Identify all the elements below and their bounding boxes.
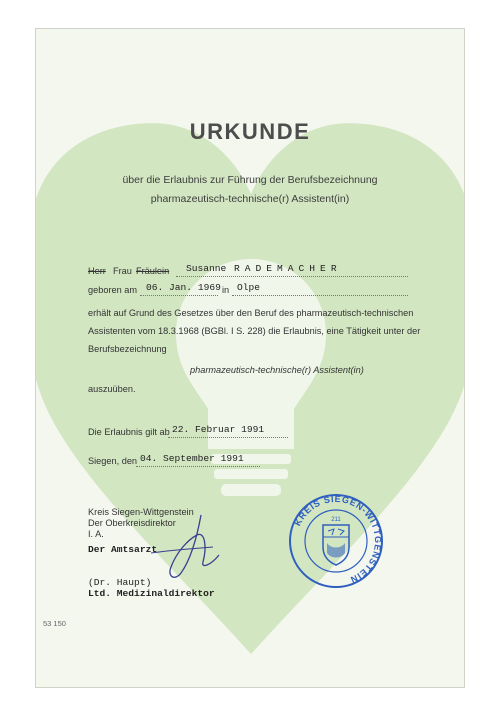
body-line-2: Assistenten vom 18.3.1968 (BGBl. I S. 228) die Erlaubnis, eine Tätigkeit unter der [88,326,421,336]
last-name: RADEMACHER [234,263,342,274]
authority-line-1: Kreis Siegen-Wittgenstein [88,507,194,517]
subtitle-line-2: pharmazeutisch-technische(r) Assistent(in) [150,193,350,205]
issue-date: 04. September 1991 [140,453,244,464]
birth-place-dotted-line [232,295,408,296]
issue-date-dotted-line [136,466,260,467]
authority-line-2: Der Oberkreisdirektor [88,518,176,528]
document-title: URKUNDE [189,119,311,144]
body-line-1: erhält auf Grund des Gesetzes über den Beruf des pharmazeutisch-technischen [88,308,414,318]
first-name: Susanne [186,263,227,274]
official-stamp [286,491,386,591]
birth-date: 06. Jan. 1969 [146,282,221,293]
salutation-frau: Frau [113,266,132,276]
stamp-ring-text: KREIS SIEGEN-WITTGENSTEIN [292,493,384,586]
body-line-3: Berufsbezeichnung [88,344,167,354]
valid-from-dotted-line [168,437,288,438]
in-label: in [222,285,230,295]
born-prefix: geboren am [88,285,138,295]
subtitle-line-1: über die Erlaubnis zur Führung der Berufsbezeichnung [122,174,378,186]
salutation-fraeulein: Fräulein [136,266,170,276]
auszuueben-text: auszuüben. [88,384,136,394]
stamp-number: 211 [331,517,341,523]
authority-line-3: I. A. [88,529,104,539]
valid-from-label: Die Erlaubnis gilt ab [88,427,170,437]
salutation-herr: Herr [88,266,106,276]
signer-name: (Dr. Haupt) [88,577,152,588]
place-label: Siegen, den [88,456,138,466]
certificate-sheet [35,28,465,688]
valid-from-date: 22. Februar 1991 [172,424,265,435]
birth-place: Olpe [237,282,261,293]
form-number: 53 150 [43,619,66,628]
role-label: Der Amtsarzt [88,544,158,555]
profession-italic: pharmazeutisch-technische(r) Assistent(in) [190,365,364,375]
name-dotted-line [176,276,408,277]
birth-date-dotted-line [140,295,218,296]
signer-title: Ltd. Medizinaldirektor [88,588,215,599]
